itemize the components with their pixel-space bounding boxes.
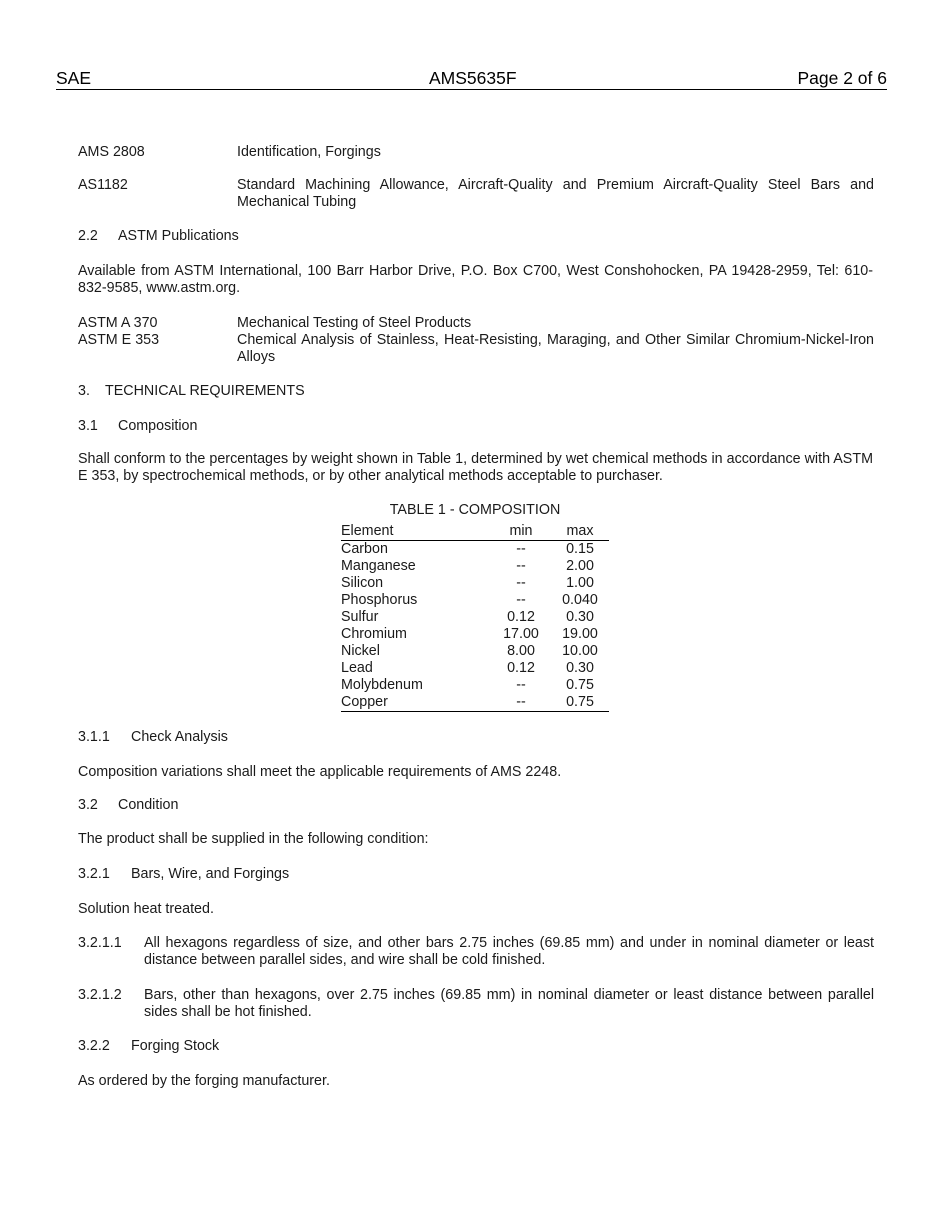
cell-element: Chromium (341, 626, 407, 642)
section-3-1-1-heading (78, 729, 228, 746)
section-3-1-heading (78, 418, 197, 435)
cell-min: -- (516, 575, 526, 591)
section-number: 3.2.1.1 (78, 935, 122, 951)
ref-code: AMS 2808 (78, 144, 145, 160)
cell-element: Silicon (341, 575, 384, 591)
ref-astm-e-353 (78, 332, 874, 366)
cell-max: 2.00 (566, 558, 594, 574)
ref-description: Mechanical Testing of Steel Products (237, 315, 472, 331)
section-3-heading (78, 383, 305, 400)
cell-max: 1.00 (566, 575, 594, 591)
ref-code: ASTM E 353 (78, 332, 160, 348)
cell-min: 0.12 (507, 609, 535, 625)
ref-ams-2808 (78, 144, 874, 161)
section-number: 3.1 (78, 418, 98, 434)
table-row (341, 677, 609, 694)
cell-max: 0.75 (551, 694, 609, 712)
section-number: 3. (78, 383, 90, 399)
ref-description: Standard Machining Allowance, Aircraft-Quality and Premium Aircraft-Quality Steel Bars and Mechanical Tubing (237, 177, 874, 210)
section-title: Condition (118, 797, 179, 813)
section-number: 3.2.1.2 (78, 987, 122, 1003)
table-row (341, 643, 609, 660)
table-row (341, 626, 609, 643)
section-title: Composition (118, 418, 198, 434)
table-title: TABLE 1 - COMPOSITION (389, 502, 561, 518)
column-header-min: min (491, 523, 551, 541)
cell-max: 10.00 (562, 643, 598, 659)
cell-element: Sulfur (341, 609, 379, 625)
check-analysis-paragraph: Composition variations shall meet the applicable requirements of AMS 2248. (78, 764, 562, 780)
cell-element: Nickel (341, 643, 380, 659)
ref-astm-a-370 (78, 315, 874, 332)
cell-min: -- (516, 541, 526, 557)
cell-element: Manganese (341, 558, 416, 574)
section-title: Bars, Wire, and Forgings (131, 866, 290, 882)
cell-min: 0.12 (507, 660, 535, 676)
column-header-max: max (551, 523, 609, 541)
cell-element: Copper (341, 694, 491, 712)
composition-table (341, 523, 609, 712)
section-3-2-1-heading (78, 866, 289, 883)
section-title: Forging Stock (131, 1038, 220, 1054)
table-row (341, 592, 609, 609)
table-row (341, 558, 609, 575)
section-3-2-1-2 (78, 987, 874, 1021)
ref-code: ASTM A 370 (78, 315, 158, 331)
ref-description: Chemical Analysis of Stainless, Heat-Resisting, Maraging, and Other Similar Chromium-Nickel-Iron Alloys (237, 332, 874, 365)
section-text: Bars, other than hexagons, over 2.75 inches (69.85 mm) in nominal diameter or least distance between parallel sides shall be hot finished. (144, 987, 874, 1020)
cell-max: 0.15 (566, 541, 594, 557)
header-page-number: Page 2 of 6 (797, 68, 887, 88)
composition-paragraph: Shall conform to the percentages by weight shown in Table 1, determined by wet chemical methods in accordance with ASTM E 353, by spectrochemical methods, or by other analytical methods acceptable to purchaser. (78, 451, 873, 484)
table-row (341, 694, 609, 712)
cell-max: 0.30 (566, 660, 594, 676)
section-title: TECHNICAL REQUIREMENTS (105, 383, 305, 399)
header-doc-number: AMS5635F (429, 68, 517, 88)
table-row (341, 609, 609, 626)
cell-min: -- (516, 677, 526, 693)
cell-max: 0.75 (566, 677, 594, 693)
section-3-2-heading (78, 797, 178, 814)
ref-code: AS1182 (78, 177, 128, 193)
cell-min: -- (491, 694, 551, 712)
section-number: 3.2.2 (78, 1038, 110, 1054)
section-3-2-1-1 (78, 935, 874, 969)
condition-paragraph: The product shall be supplied in the following condition: (78, 831, 429, 847)
page-header (56, 68, 887, 90)
table-row (341, 660, 609, 677)
table-header-row (341, 523, 609, 541)
section-number: 3.1.1 (78, 729, 110, 745)
forging-stock-paragraph: As ordered by the forging manufacturer. (78, 1073, 330, 1089)
table-row (341, 575, 609, 592)
section-number: 3.2.1 (78, 866, 110, 882)
section-text: All hexagons regardless of size, and other bars 2.75 inches (69.85 mm) and under in nominal diameter or least distance between parallel sides, and wire shall be cold finished. (144, 935, 874, 968)
cell-min: 17.00 (503, 626, 539, 642)
section-number: 3.2 (78, 797, 98, 813)
header-org: SAE (56, 68, 92, 88)
section-number: 2.2 (78, 228, 98, 244)
section-title: ASTM Publications (118, 228, 239, 244)
cell-element: Phosphorus (341, 592, 418, 608)
section-title: Check Analysis (131, 729, 228, 745)
cell-min: 8.00 (507, 643, 535, 659)
cell-max: 19.00 (562, 626, 598, 642)
section-2-2-heading (78, 228, 239, 245)
cell-element: Lead (341, 660, 373, 676)
column-header-element: Element (341, 523, 491, 541)
section-3-2-2-heading (78, 1038, 219, 1055)
ref-description: Identification, Forgings (237, 144, 381, 160)
ref-as1182 (78, 177, 874, 211)
cell-element: Molybdenum (341, 677, 423, 693)
cell-max: 0.30 (566, 609, 594, 625)
cell-element: Carbon (341, 541, 388, 557)
astm-availability-paragraph: Available from ASTM International, 100 Barr Harbor Drive, P.O. Box C700, West Conshohocken, PA 19428-2959, Tel: 610-832-9585, www.astm.org. (78, 263, 873, 296)
table-row (341, 541, 609, 559)
cell-max: 0.040 (562, 592, 598, 608)
solution-treated-paragraph: Solution heat treated. (78, 901, 214, 917)
cell-min: -- (516, 592, 526, 608)
cell-min: -- (516, 558, 526, 574)
